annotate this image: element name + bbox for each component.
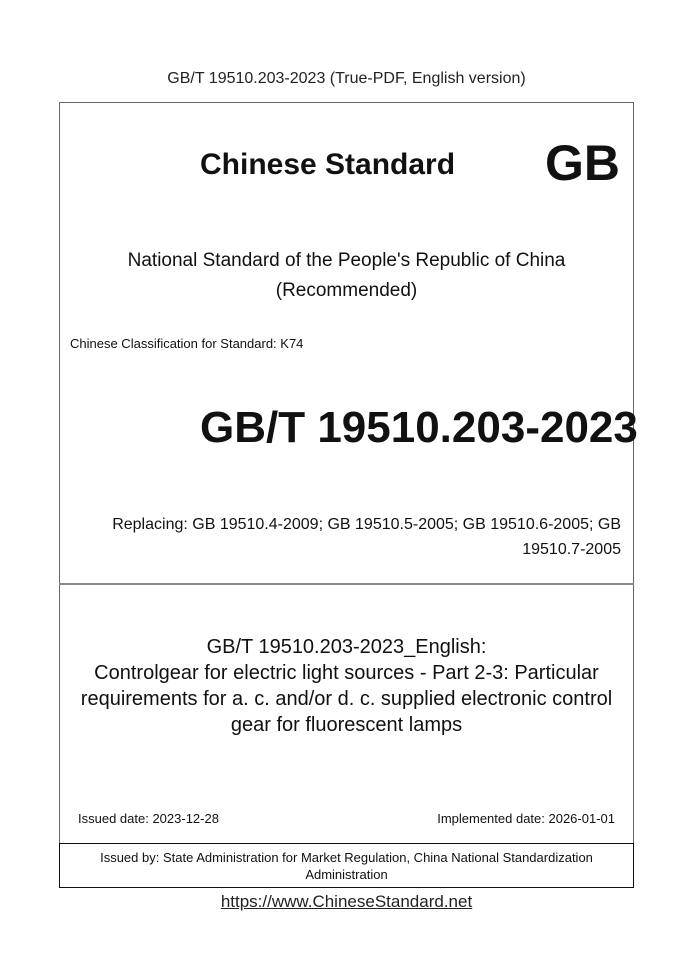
implemented-date: Implemented date: 2026-01-01 (437, 811, 615, 826)
cover-divider (59, 583, 634, 585)
standard-number: GB/T 19510.203-2023 (200, 403, 638, 452)
national-standard-line: National Standard of the People's Republic of China (127, 250, 566, 271)
replacing-line-continued: 19510.7-2005 (522, 541, 621, 558)
title-line: Controlgear for electric light sources - Part 2-3: Particular (94, 662, 599, 684)
issuer-box (59, 843, 634, 888)
issuer-line-continued: Administration (305, 867, 388, 882)
website-link[interactable]: https://www.ChineseStandard.net (220, 892, 473, 911)
replacing-line: Replacing: GB 19510.4-2009; GB 19510.5-2005; GB 19510.6-2005; GB (112, 516, 621, 533)
classification-label: Chinese Classification for Standard: K74 (70, 336, 304, 351)
title-line: gear for fluorescent lamps (230, 714, 463, 736)
document-header-title: GB/T 19510.203-2023 (True-PDF, English version) (167, 70, 526, 87)
issued-date: Issued date: 2023-12-28 (78, 811, 219, 826)
replacing-standards (70, 512, 621, 562)
recommended-line: (Recommended) (275, 280, 418, 301)
gb-mark: GB (545, 135, 620, 191)
title-line: GB/T 19510.203-2023_English: (206, 636, 487, 658)
document-title (59, 634, 634, 738)
issuer-line: Issued by: State Administration for Market Regulation, China National Standardization (100, 850, 593, 865)
national-standard-label (59, 246, 634, 306)
title-line: requirements for a. c. and/or d. c. supplied electronic control (80, 688, 613, 710)
chinese-standard-heading: Chinese Standard (200, 148, 456, 181)
cover-frame (59, 102, 634, 888)
